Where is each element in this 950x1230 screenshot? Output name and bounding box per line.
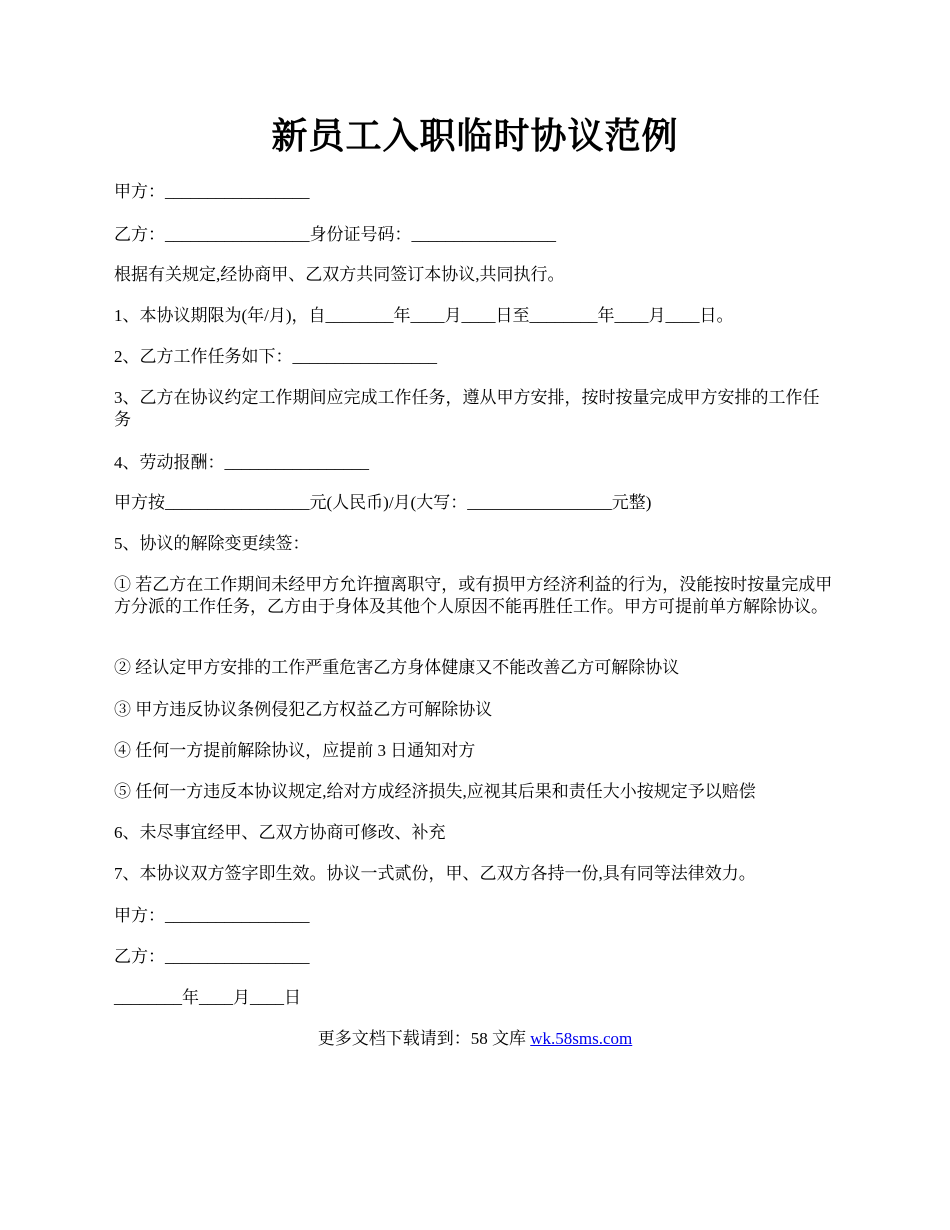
- signature-party-b: 乙方：_________________: [114, 947, 310, 966]
- clause-5-item-2: ② 经认定甲方安排的工作严重危害乙方身体健康又不能改善乙方可解除协议: [114, 658, 680, 677]
- preamble: 根据有关规定,经协商甲、乙双方共同签订本协议,共同执行。: [114, 265, 565, 284]
- clause-5-item-5: ⑤ 任何一方违反本协议规定,给对方成经济损失,应视其后果和责任大小按规定予以赔偿: [114, 782, 756, 801]
- footer-link[interactable]: wk.58sms.com: [530, 1029, 633, 1048]
- clause-6: 6、未尽事宜经甲、乙双方协商可修改、补充: [114, 823, 446, 842]
- signature-party-a: 甲方：_________________: [114, 906, 310, 925]
- clause-4: 4、劳动报酬：_________________: [114, 453, 369, 472]
- clause-1: 1、本协议期限为(年/月)，自________年____月____日至________年____月____日。: [114, 306, 734, 325]
- clause-5: 5、协议的解除变更续签：: [114, 534, 310, 553]
- signature-date: ________年____月____日: [114, 988, 301, 1007]
- footer: [0, 1028, 950, 1050]
- clause-5-item-4: ④ 任何一方提前解除协议，应提前 3 日通知对方: [114, 741, 476, 760]
- payment-line: 甲方按_________________元(人民币)/月(大写：_________________元整): [114, 493, 652, 512]
- clause-5-item-3: ③ 甲方违反协议条例侵犯乙方权益乙方可解除协议: [114, 700, 493, 719]
- party-a-line: 甲方：_________________: [114, 182, 310, 201]
- clause-2: 2、乙方工作任务如下：_________________: [114, 347, 437, 366]
- footer-text: 更多文档下载请到：58 文库: [317, 1029, 531, 1048]
- document-title: 新员工入职临时协议范例: [271, 116, 679, 156]
- clause-3: 3、乙方在协议约定工作期间应完成工作任务，遵从甲方安排，按时按量完成甲方安排的工作任务: [114, 388, 820, 429]
- party-b-line: 乙方：_________________身份证号码：_________________: [114, 225, 556, 244]
- clause-5-item-1: ① 若乙方在工作期间未经甲方允许擅离职守，或有损甲方经济利益的行为，没能按时按量完成甲方分派的工作任务，乙方由于身体及其他个人原因不能再胜任工作。甲方可提前单方解除协议。: [114, 575, 833, 616]
- clause-7: 7、本协议双方签字即生效。协议一式贰份，甲、乙双方各持一份,具有同等法律效力。: [114, 864, 756, 883]
